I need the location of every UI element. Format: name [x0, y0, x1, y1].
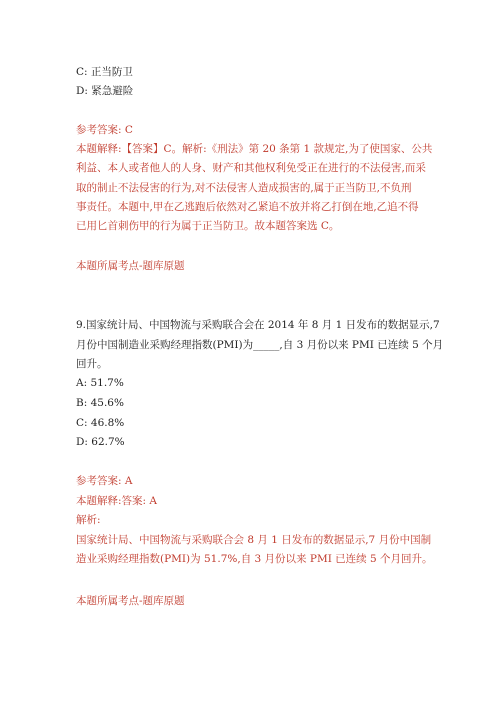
q9-option-a: A: 51.7% [76, 377, 124, 389]
prev-explanation-line-4: 事责任。本题中,甲在乙逃跑后依然对乙紧追不放并将乙打倒在地,乙追不得 [76, 201, 419, 213]
q9-analysis-label: 解析: [76, 514, 101, 526]
q9-option-b: B: 45.6% [76, 397, 124, 409]
prev-explanation-line-5: 已用匕首刺伤甲的行为属于正当防卫。故本题答案选 C。 [76, 220, 340, 232]
q9-answer: 参考答案: A [76, 475, 133, 487]
prev-explanation-line-2: 利益、本人或者他人的人身、财产和其他权利免受正在进行的不法侵害,而采 [76, 162, 426, 174]
q9-analysis-line-1: 国家统计局、中国物流与采购联合会 8 月 1 日发布的数据显示,7 月份中国制 [76, 534, 432, 546]
q9-source: 本题所属考点-题库原题 [76, 595, 185, 607]
prev-source: 本题所属考点-题库原题 [76, 260, 185, 272]
q9-stem-line-2: 月份中国制造业采购经理指数(PMI)为_____,自 3 月份以来 PMI 已连续 5 个月 [76, 339, 444, 351]
prev-explanation-line-1: 本题解释:【答案】C。解析:《刑法》第 20 条第 1 款规定,为了使国家、公共 [76, 143, 433, 155]
q9-stem-line-1: 9.国家统计局、中国物流与采购联合会在 2014 年 8 月 1 日发布的数据显示,7 [76, 319, 440, 331]
q9-explanation-head: 本题解释:答案: A [76, 495, 157, 507]
q9-option-d: D: 62.7% [76, 436, 125, 448]
prev-explanation-line-3: 取的制止不法侵害的行为,对不法侵害人造成损害的,属于正当防卫,不负刑 [76, 182, 412, 194]
prev-option-d: D: 紧急避险 [76, 85, 134, 97]
q9-stem-line-3: 回升。 [76, 358, 108, 370]
q9-analysis-line-2: 造业采购经理指数(PMI)为 51.7%,自 3 月份以来 PMI 已连续 5 个月回升。 [76, 553, 433, 565]
prev-option-c: C: 正当防卫 [76, 66, 133, 78]
q9-option-c: C: 46.8% [76, 417, 125, 429]
prev-answer: 参考答案: C [76, 124, 133, 136]
